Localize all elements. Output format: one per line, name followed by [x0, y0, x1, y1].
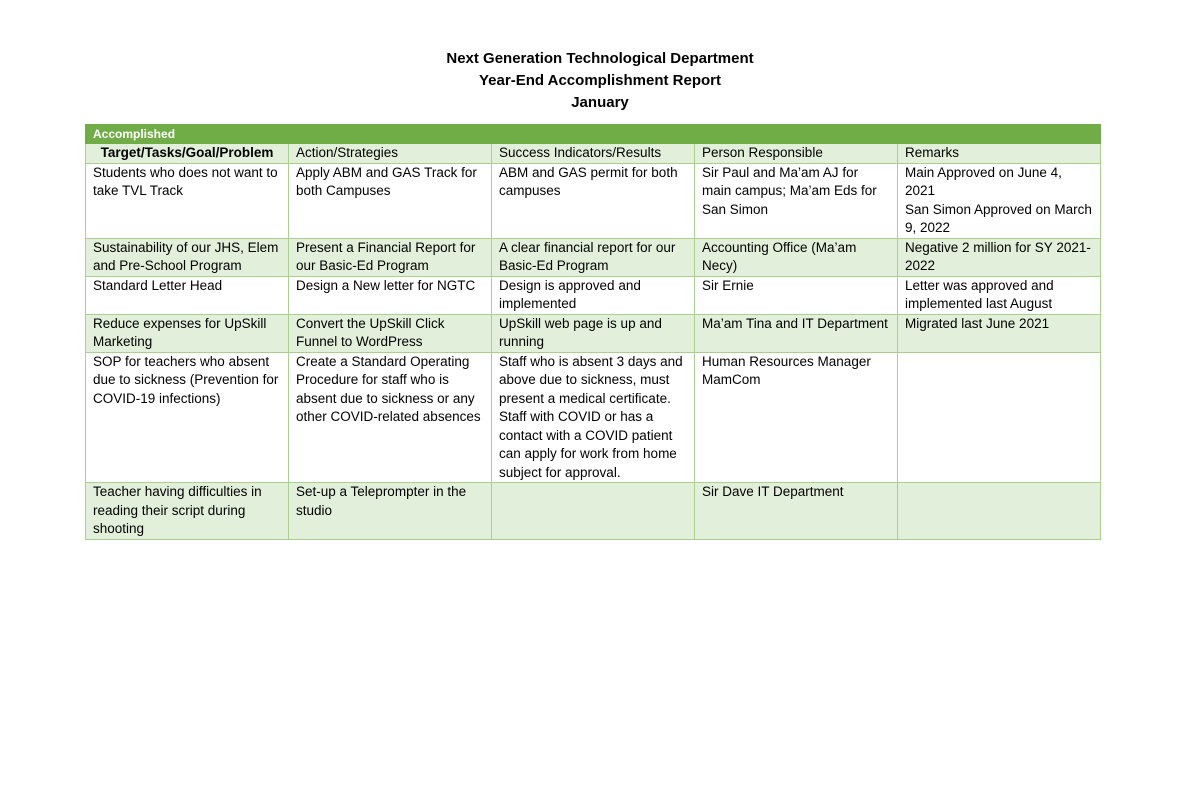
column-header-remarks: Remarks — [898, 144, 1101, 164]
table-row — [86, 483, 1101, 540]
person-cell: Sir Ernie — [695, 276, 898, 314]
target-cell: Students who does not want to take TVL Track — [86, 163, 289, 238]
success-cell: UpSkill web page is up and running — [492, 314, 695, 352]
column-header-person: Person Responsible — [695, 144, 898, 164]
target-cell: Standard Letter Head — [86, 276, 289, 314]
report-month: January — [571, 94, 629, 111]
remarks-cell — [898, 483, 1101, 540]
success-cell: ABM and GAS permit for both campuses — [492, 163, 695, 238]
table-row — [86, 163, 1101, 238]
action-cell: Apply ABM and GAS Track for both Campuses — [289, 163, 492, 238]
person-cell: Accounting Office (Ma’am Necy) — [695, 238, 898, 276]
remark-line: San Simon Approved on March 9, 2022 — [905, 201, 1092, 235]
person-cell: Human Resources Manager MamCom — [695, 352, 898, 483]
success-cell — [492, 483, 695, 540]
target-cell: Sustainability of our JHS, Elem and Pre-School Program — [86, 238, 289, 276]
remarks-cell — [898, 276, 1101, 314]
success-cell: A clear financial report for our Basic-Ed Program — [492, 238, 695, 276]
table-header-row — [86, 144, 1101, 164]
action-cell: Set-up a Teleprompter in the studio — [289, 483, 492, 540]
person-cell: Sir Paul and Ma’am AJ for main campus; Ma’am Eds for San Simon — [695, 163, 898, 238]
target-cell: Teacher having difficulties in reading their script during shooting — [86, 483, 289, 540]
remark-line: Letter was approved and implemented last August — [905, 277, 1054, 311]
column-header-success: Success Indicators/Results — [492, 144, 695, 164]
action-cell: Create a Standard Operating Procedure for staff who is absent due to sickness or any other COVID-related absences — [289, 352, 492, 483]
table-row — [86, 238, 1101, 276]
success-cell: Staff who is absent 3 days and above due to sickness, must present a medical certificate. Staff with COVID or has a contact with a COVID patient can apply for work from home subject for approval. — [492, 352, 695, 483]
accomplishment-table — [85, 124, 1101, 540]
action-cell: Convert the UpSkill Click Funnel to WordPress — [289, 314, 492, 352]
remark-line: Main Approved on June 4, 2021 — [905, 164, 1062, 198]
remarks-cell — [898, 163, 1101, 238]
remarks-cell — [898, 238, 1101, 276]
remarks-cell — [898, 314, 1101, 352]
target-cell: Reduce expenses for UpSkill Marketing — [86, 314, 289, 352]
column-header-action: Action/Strategies — [289, 144, 492, 164]
column-header-target: Target/Tasks/Goal/Problem — [86, 144, 289, 164]
target-cell: SOP for teachers who absent due to sickness (Prevention for COVID-19 infections) — [86, 352, 289, 483]
person-cell: Ma’am Tina and IT Department — [695, 314, 898, 352]
report-title: Year-End Accomplishment Report — [479, 72, 721, 89]
table-row — [86, 276, 1101, 314]
table-row — [86, 314, 1101, 352]
table-row — [86, 352, 1101, 483]
table-banner-row — [86, 125, 1101, 144]
success-cell: Design is approved and implemented — [492, 276, 695, 314]
remark-line: Negative 2 million for SY 2021-2022 — [905, 239, 1091, 273]
action-cell: Design a New letter for NGTC — [289, 276, 492, 314]
person-cell: Sir Dave IT Department — [695, 483, 898, 540]
action-cell: Present a Financial Report for our Basic-Ed Program — [289, 238, 492, 276]
report-title-block — [0, 48, 1200, 114]
remarks-cell — [898, 352, 1101, 483]
remark-line: Migrated last June 2021 — [905, 315, 1050, 331]
accomplished-banner: Accomplished — [86, 125, 1101, 144]
department-title: Next Generation Technological Department — [446, 50, 754, 67]
